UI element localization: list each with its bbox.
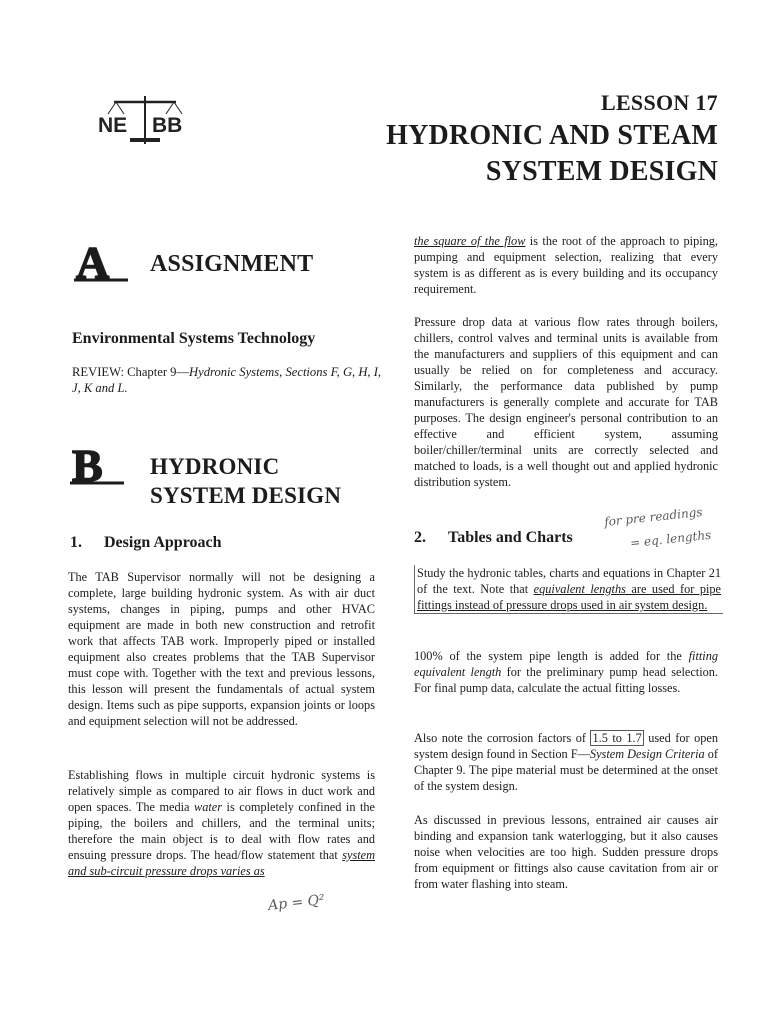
tables-charts-number: 2. bbox=[414, 529, 426, 546]
design-approach-heading bbox=[70, 534, 222, 552]
lesson-title-line2: SYSTEM DESIGN bbox=[485, 156, 718, 187]
svg-text:NE: NE bbox=[98, 114, 128, 137]
course-title: Environmental Systems Technology bbox=[72, 330, 316, 347]
design-approach-title: Design Approach bbox=[104, 534, 222, 551]
review-text bbox=[72, 364, 384, 396]
continuation-italic: the square of the flow bbox=[414, 234, 526, 248]
para2t-text-b: for the preliminary pump head selection. For final pump data, calculate the actual fitting losses. bbox=[414, 665, 718, 695]
corrosion-factor-range: 1.5 to 1.7 bbox=[592, 731, 642, 745]
para3-text-a: Also note the corrosion factors of bbox=[414, 731, 591, 745]
nebb-logo bbox=[90, 92, 200, 148]
tables-charts-para4: As discussed in previous lessons, entrained air causes air binding and expansion tank waterlogging, but it also causes noise when velocities are too high. Sudden pressure drops from equipment or fittings also cause cavitation from air or from water flashing into steam. bbox=[414, 813, 718, 891]
para3-text-b: used for open system design found in Section F— bbox=[414, 731, 718, 761]
handwritten-note-formula: Ap = Q² bbox=[267, 892, 326, 914]
section-a-title: ASSIGNMENT bbox=[150, 251, 314, 277]
section-b-title-line1: HYDRONIC bbox=[150, 454, 280, 479]
tables-charts-para2 bbox=[414, 648, 718, 696]
tables-charts-para1 bbox=[414, 565, 723, 614]
design-approach-para2 bbox=[68, 767, 375, 879]
continuation-rest: is the root of the approach to piping, pumping and equipment selection, realizing that every system is as different as is every building and its occupancy requirement. bbox=[414, 234, 719, 296]
design-approach-para3: Pressure drop data at various flow rates through boilers, chillers, control valves and terminal units is available from the manufacturers and suppliers of this equipment and can usually be relied on for completeness and accuracy. Similarly, the performance data published by pump manufacturers is generally complete and accurate for TAB purposes. The design engineer's personal contribution to an effective and efficient system, assuming boiler/chiller/terminal units are correctly selected and matched to loads, is a well thought out and applied hydronic distribution system. bbox=[414, 315, 718, 489]
lesson-title bbox=[278, 118, 718, 190]
review-sections: Hydronic Systems, Sections F, G, H, I, J, K and L. bbox=[72, 365, 382, 395]
para3-italic: System Design Criteria bbox=[589, 747, 705, 761]
section-b-title-line2: SYSTEM DESIGN bbox=[150, 483, 342, 508]
section-b-letter-icon bbox=[70, 443, 124, 485]
lesson-number: LESSON 17 bbox=[600, 90, 718, 115]
para1-text-a: Study the hydronic tables, charts and equations in Chapter 21 of the text. Note that bbox=[417, 566, 721, 596]
para2-text-b: is completely confined in the piping, the boilers and chillers, and the terminal units; therefore the main object is to deal with flow rates and ensuing pressure drops. The head/flow statement that bbox=[68, 800, 375, 862]
section-a-letter-icon bbox=[74, 240, 128, 282]
handwritten-note-readings: for pre readings bbox=[603, 504, 704, 530]
design-approach-para1: The TAB Supervisor normally will not be designing a complete, large building hydronic system. As with air duct systems, changes in piping, pumps and other HVAC equipment are made in both new construction and retrofit work that affects TAB work. Improperly piped or installed equipment also creates problems that the TAB Supervisor must cope with. Together with the text and previous lessons, this lesson will present the fundamentals of actual system design. Items such as pipe supports, expansion joints or loops and equipment selection will not be addressed. bbox=[68, 570, 375, 728]
para2-water: water bbox=[194, 800, 223, 814]
para2-italic: system and sub-circuit pressure drops varies as bbox=[68, 848, 375, 878]
para3-text-c: of Chapter 9. The pipe material must be determined at the onset of the system design. bbox=[414, 747, 719, 793]
review-prefix: REVIEW: Chapter 9— bbox=[72, 365, 190, 379]
section-b-title bbox=[150, 452, 390, 510]
tables-charts-para3 bbox=[414, 730, 718, 794]
svg-text:B: B bbox=[72, 443, 103, 485]
handwritten-note-eq-lengths: = eq. lengths bbox=[629, 527, 712, 551]
para1-text-b: are used for pipe fittings instead of pressure drops used in air system design. bbox=[417, 582, 721, 612]
para2t-italic: fitting equivalent length bbox=[414, 649, 718, 679]
tables-charts-heading bbox=[414, 529, 573, 547]
svg-text:A: A bbox=[76, 240, 110, 282]
para2-text-a: Establishing flows in multiple circuit hydronic systems is relatively simple as compared to air flows in duct work and open spaces. The media bbox=[68, 768, 375, 814]
design-approach-continuation bbox=[414, 233, 718, 297]
tables-charts-title: Tables and Charts bbox=[448, 529, 573, 546]
svg-text:BB: BB bbox=[152, 114, 183, 137]
lesson-title-line1: HYDRONIC AND STEAM bbox=[386, 120, 718, 151]
design-approach-number: 1. bbox=[70, 534, 82, 551]
para1-italic: equivalent lengths bbox=[533, 582, 626, 596]
para2t-text-a: 100% of the system pipe length is added for the bbox=[414, 649, 689, 663]
balance-scale-logo-icon bbox=[90, 92, 200, 148]
